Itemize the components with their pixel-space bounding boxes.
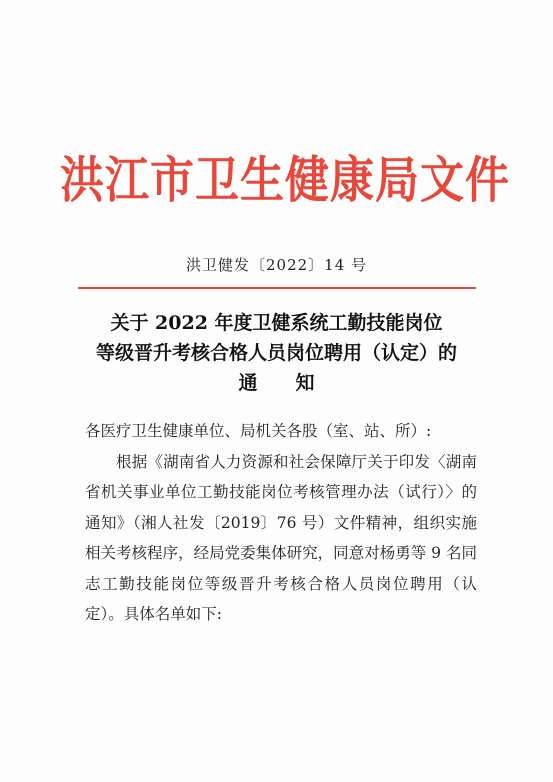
title-line-2: 等级晋升考核合格人员岗位聘用（认定）的 (95, 342, 457, 364)
document-body (85, 416, 477, 630)
salutation: 各医疗卫生健康单位、局机关各股（室、站、所）: (85, 422, 432, 440)
title-line-1: 关于 2022 年度卫健系统工勤技能岗位 (110, 312, 443, 334)
title-line-3: 通知 (238, 372, 353, 394)
body-paragraph: 根据《湖南省人力资源和社会保障厅关于印发〈湖南省机关事业单位工勤技能岗位考核管理办法（试行）〉的通知》（湘人社发〔2019〕76 号）文件精神，组织实施相关考核程序，经局党委集体研究，同意对杨勇等 9 名同志工勤技能岗位等级晋升考核合格人员岗位聘用（认定）。具体名单如下: (85, 452, 477, 623)
document-number: 洪卫健发〔2022〕14 号 (185, 256, 368, 274)
red-separator-line (78, 287, 476, 289)
document-title (40, 308, 513, 398)
document-header: 洪江市卫生健康局文件 (60, 152, 510, 210)
